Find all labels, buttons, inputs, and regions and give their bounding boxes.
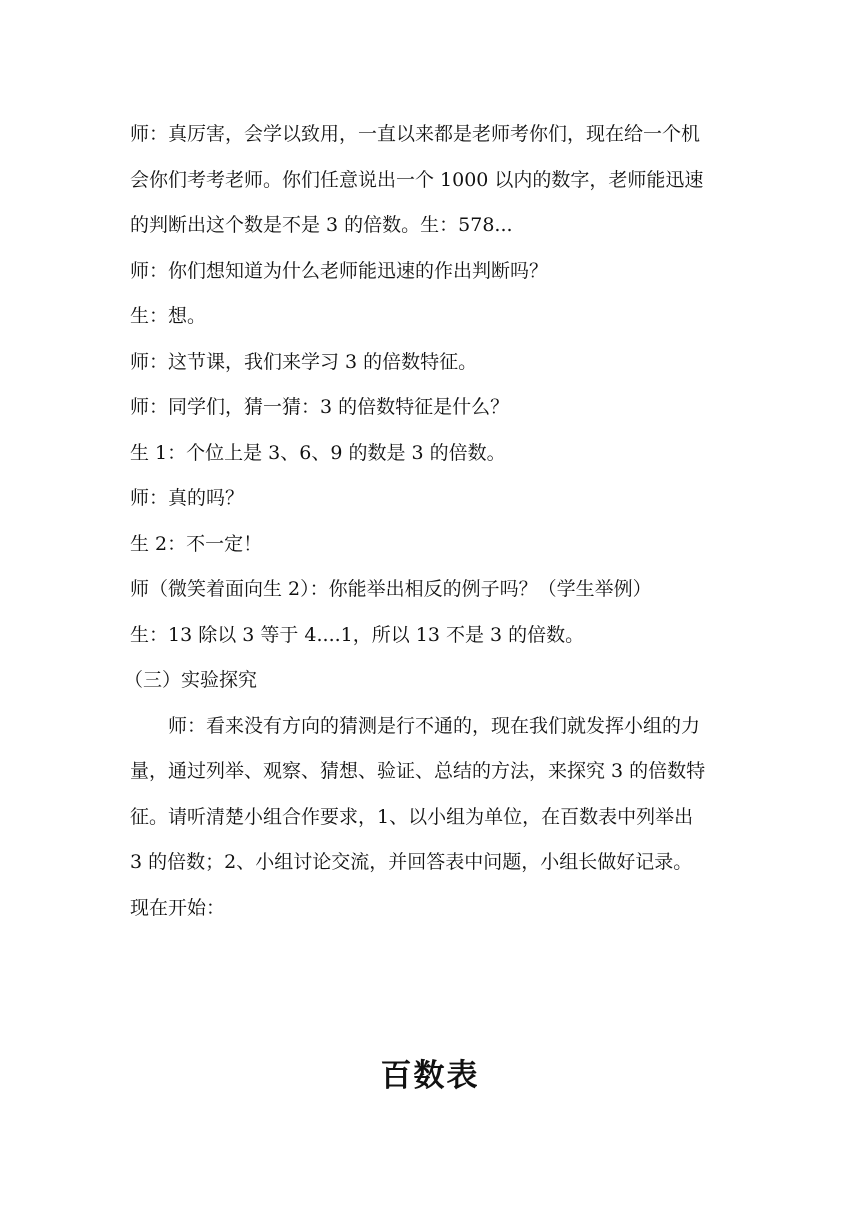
paragraph-line: 师：真的吗？	[130, 487, 245, 509]
paragraph-line: 师：真厉害，会学以致用，一直以来都是老师考你们，现在给一个机	[130, 123, 701, 145]
paragraph-line: 现在开始：	[130, 896, 226, 919]
paragraph-line: 师：这节课，我们来学习 3 的倍数特征。	[130, 350, 478, 373]
paragraph-line: 师：同学们，猜一猜：3 的倍数特征是什么？	[130, 396, 510, 418]
paragraph-line: 的判断出这个数是不是 3 的倍数。生：578...	[130, 214, 513, 236]
paragraph-line: 师：你们想知道为什么老师能迅速的作出判断吗？	[130, 259, 549, 282]
paragraph-line: 征。请听清楚小组合作要求，1、以小组为单位，在百数表中列举出	[130, 805, 694, 828]
paragraph-line: 生 2：不一定！	[130, 532, 263, 555]
paragraph-line: 师（微笑着面向生 2）：你能举出相反的例子吗？（学生举例）	[130, 578, 652, 600]
paragraph-line: 3 的倍数；2、小组讨论交流，并回答表中问题，小组长做好记录。	[130, 851, 693, 873]
lesson-transcript	[124, 112, 736, 931]
paragraph-line: 生：13 除以 3 等于 4....1，所以 13 不是 3 的倍数。	[130, 623, 585, 646]
paragraph-line: 会你们考考老师。你们任意说出一个 1000 以内的数字，老师能迅速	[130, 168, 704, 191]
section-heading: （三）实验探究	[124, 669, 258, 691]
paragraph-line: 生：想。	[130, 305, 207, 327]
paragraph-line: 师：看来没有方向的猜测是行不通的，现在我们就发挥小组的力	[168, 714, 701, 737]
paragraph-line: 生 1：个位上是 3、6、9 的数是 3 的倍数。	[130, 441, 506, 464]
hundred-chart-title: 百数表	[380, 1058, 480, 1094]
paragraph-line: 量，通过列举、观察、猜想、验证、总结的方法，来探究 3 的倍数特	[130, 760, 706, 782]
